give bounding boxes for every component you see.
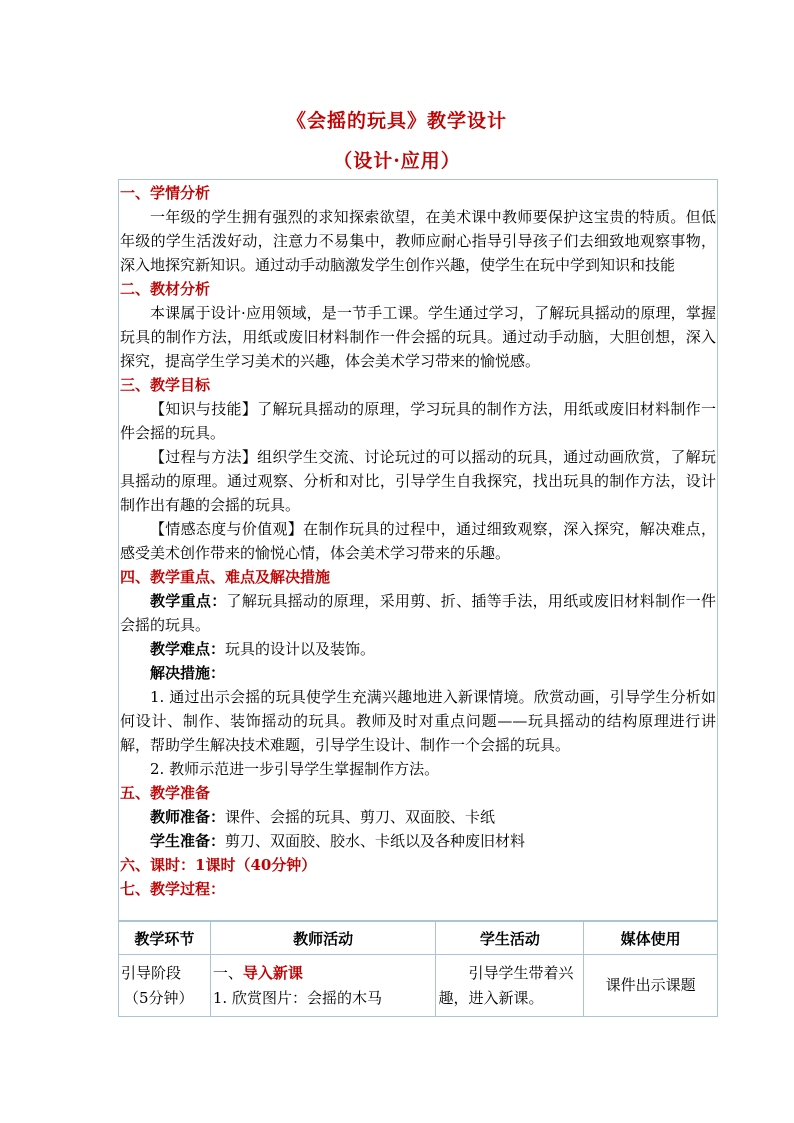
media-text: 课件出示课题: [605, 976, 696, 994]
media-cell: [584, 955, 718, 1017]
section-heading-teaching-goals: 三、教学目标: [120, 376, 211, 394]
solution-item-2: 2. 教师示范进一步引导学生掌握制作方法。: [150, 760, 440, 778]
difficulty-label: 教学难点：: [150, 640, 226, 658]
key-point-paragraph: [120, 589, 716, 637]
header-teacher-activity: 教师活动: [210, 922, 436, 955]
learner-analysis-text: 一年级的学生拥有强烈的求知探索欲望，在美术课中教师要保护这宝贵的特质。但低年级的学生活泼好动，注意力不易集中，教师应耐心指导引导孩子们去细致地观察事物，深入地探究新知识。通过动手动脑激发学生创作兴趣，使学生在玩中学到知识和技能: [120, 208, 716, 274]
stage-time: （5分钟）: [124, 988, 194, 1007]
student-prep-text: 剪刀、双面胶、胶水、卡纸以及各种废旧材料: [225, 832, 526, 850]
teacher-prep-paragraph: [120, 805, 716, 829]
header-media: 媒体使用: [584, 922, 718, 955]
teacher-activity-title: 导入新课: [242, 963, 303, 982]
teacher-prep-text: 课件、会摇的玩具、剪刀、双面胶、卡纸: [225, 808, 496, 826]
stage-cell: [119, 955, 211, 1017]
teacher-activity-prefix: 一、: [212, 963, 243, 982]
teacher-activity-item: 1. 欣赏图片：会摇的木马: [212, 988, 382, 1007]
teacher-prep-label: 教师准备：: [150, 808, 226, 826]
document-subtitle: （设计·应用）: [333, 150, 461, 172]
section-heading-material-analysis: 二、教材分析: [120, 280, 211, 298]
material-analysis-text: 本课属于设计·应用领域，是一节手工课。学生通过学习，了解玩具摇动的原理，掌握玩具的制作方法，用纸或废旧材料制作一件会摇的玩具。通过动手动脑，大胆创想，深入探究，提高学生学习美术的兴趣，体会美术学习带来的愉悦感。: [120, 304, 716, 370]
solution-paragraph: [120, 661, 716, 685]
table-row: [119, 955, 718, 1017]
difficulty-text: 玩具的设计以及装饰。: [225, 640, 376, 658]
difficulty-paragraph: [120, 637, 716, 661]
key-point-label: 教学重点：: [150, 592, 227, 610]
section-heading-learner-analysis: 一、学情分析: [120, 184, 211, 202]
section-heading-key-points: 四、教学重点、难点及解决措施: [120, 568, 331, 586]
document-title: 《会摇的玩具》教学设计: [286, 110, 507, 132]
section-heading-class-hours: 六、课时：1课时（40分钟）: [120, 856, 317, 874]
teacher-activity-cell: [210, 955, 436, 1017]
header-student-activity: 学生活动: [436, 922, 584, 955]
student-prep-label: 学生准备：: [150, 832, 226, 850]
student-activity-cell: [436, 955, 584, 1017]
stage-name: 引导阶段: [121, 963, 182, 982]
goal-knowledge-skills: 【知识与技能】了解玩具摇动的原理，学习玩具的制作方法，用纸或废旧材料制作一件会摇的玩具。: [120, 400, 716, 442]
goal-process-methods: 【过程与方法】组织学生交流、讨论玩过的可以摇动的玩具，通过动画欣赏，了解玩具摇动的原理。通过观察、分析和对比，引导学生自我探究，找出玩具的制作方法，设计制作出有趣的会摇的玩具。: [120, 448, 716, 514]
solution-item-1: 1. 通过出示会摇的玩具使学生充满兴趣地进入新课情境。欣赏动画，引导学生分析如何设计、制作、装饰摇动的玩具。教师及时对重点问题——玩具摇动的结构原理进行讲解，帮助学生解决技术难题，引导学生设计、制作一个会摇的玩具。: [120, 688, 716, 754]
key-point-text: 了解玩具摇动的原理，采用剪、折、插等手法，用纸或废旧材料制作一件会摇的玩具。: [120, 592, 716, 634]
document-body: [120, 181, 716, 901]
teaching-process-table: [118, 921, 718, 1017]
goal-emotion-values: 【情感态度与价值观】在制作玩具的过程中，通过细致观察，深入探究，解决难点，感受美术创作带来的愉悦心情，体会美术学习带来的乐趣。: [120, 520, 716, 562]
section-heading-preparation: 五、教学准备: [120, 784, 211, 802]
student-prep-paragraph: [120, 829, 716, 853]
teacher-activity-heading: [213, 961, 436, 986]
table-header-row: [119, 922, 718, 955]
solution-label: 解决措施：: [150, 664, 226, 682]
section-heading-teaching-process: 七、教学过程：: [120, 880, 226, 898]
header-stage: 教学环节: [119, 922, 211, 955]
student-activity-text: 引导学生带着兴趣，进入新课。: [438, 963, 574, 1007]
